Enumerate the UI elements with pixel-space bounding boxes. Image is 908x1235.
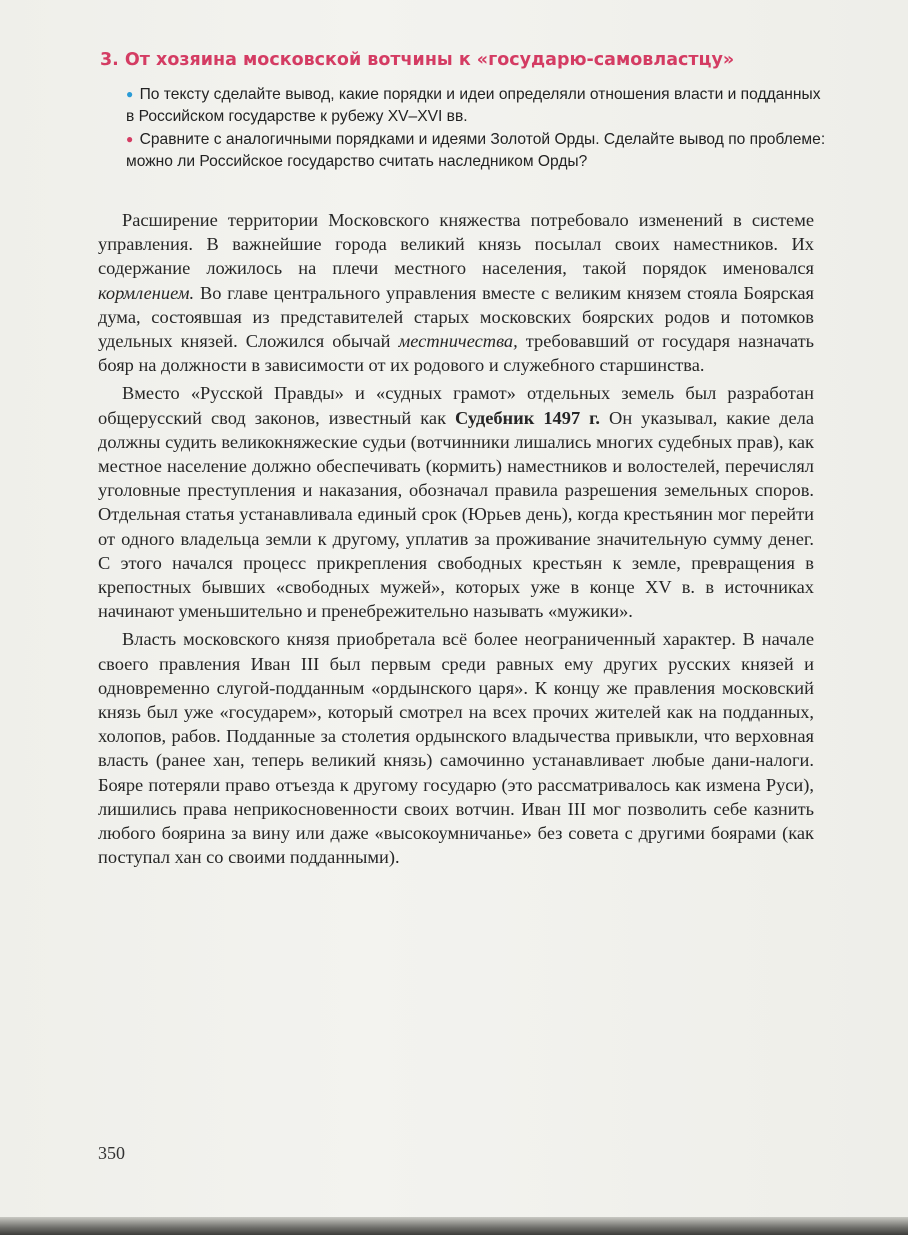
task-text: Сравните с аналогичными порядками и идеями Золотой Орды. Сделайте вывод по проблеме: можно ли Российское государство считать наследником Орды?: [126, 131, 826, 170]
paragraph-2: [98, 381, 814, 623]
text-run: Он указывал, какие дела должны судить великокняжеские судьи (вотчинники лишались многих судебных прав), как местное население должно обеспечивать (кормить) наместников и волостелей, перечислял уголовные преступления и наказания, обозначал правила разрешения земельных споров. Отдельная статья устанавливала единый срок (Юрьев день), когда крестьянин мог перейти от одного владельца земли к другому, уплатив за проживание значительную сумму денег. С этого начался процесс прикрепления свободных крестьян к земле, превращения в крепостных бывших «свободных мужей», которых уже в конце XV в. в источниках начинают уменьшительно и пренебрежительно называть «мужики».: [98, 407, 815, 622]
term-kormlenie: кормлением.: [98, 282, 195, 303]
task-item: [126, 128, 826, 173]
text-run: Вместо «Русской Правды» и «судных грамот» отдельных земель был разработан общерусский свод законов, известный как: [98, 383, 814, 428]
term-sudebnik: Судебник 1497 г.: [455, 407, 601, 428]
term-mestnichestvo: местничества,: [398, 331, 518, 352]
blue-bullet-icon: ●: [126, 87, 134, 101]
text-run: Расширение территории Московского княжества потребовало изменений в системе управления. В важнейшие города великий князь посылал своих наместников. Их содержание ложилось на плечи местного населения, такой порядок именовался: [98, 210, 814, 279]
section-title: 3. От хозяина московской вотчины к «государю-самовластцу»: [100, 50, 735, 70]
task-list: [126, 83, 826, 173]
text-run: требовавший от государя назначать бояр на должности в зависимости от их родового и служебного старшинства.: [98, 331, 814, 376]
page-number: 350: [98, 1143, 125, 1163]
task-item: [126, 83, 826, 128]
red-bullet-icon: ●: [126, 132, 134, 146]
paragraph-1: [98, 208, 814, 377]
text-run: Во главе центрального управления вместе с великим князем стояла Боярская дума, состоявшая из представителей старых московских боярских родов и потомков удельных князей. Сложился обычай: [98, 282, 814, 352]
main-text: [98, 208, 814, 873]
page-bottom-edge: [0, 1217, 908, 1235]
paragraph-3: Власть московского князя приобретала всё более неограниченный характер. В начале своего правления Иван III был первым среди равных ему других русских князей и одновременно слугой-подданным «ордынского царя». К концу же правления московский князь был уже «государем», который смотрел на всех прочих жителей как на подданных, холопов, рабов. Подданные за столетия ордынского владычества привыкли, что верховная власть (ранее хан, теперь великий князь) самочинно устанавливает любые дани-налоги. Бояре потеряли право отъезда к другому государю (это рассматривалось как измена Руси), лишились права неприкосновенности своих вотчин. Иван III мог позволить себе казнить любого боярина за вину или даже «высокоумничанье» без совета с другими боярами (как поступал хан со своими подданными).: [98, 629, 814, 868]
task-text: По тексту сделайте вывод, какие порядки и идеи определяли отношения власти и подданных в Российском государстве к рубежу XV–XVI вв.: [126, 86, 821, 125]
